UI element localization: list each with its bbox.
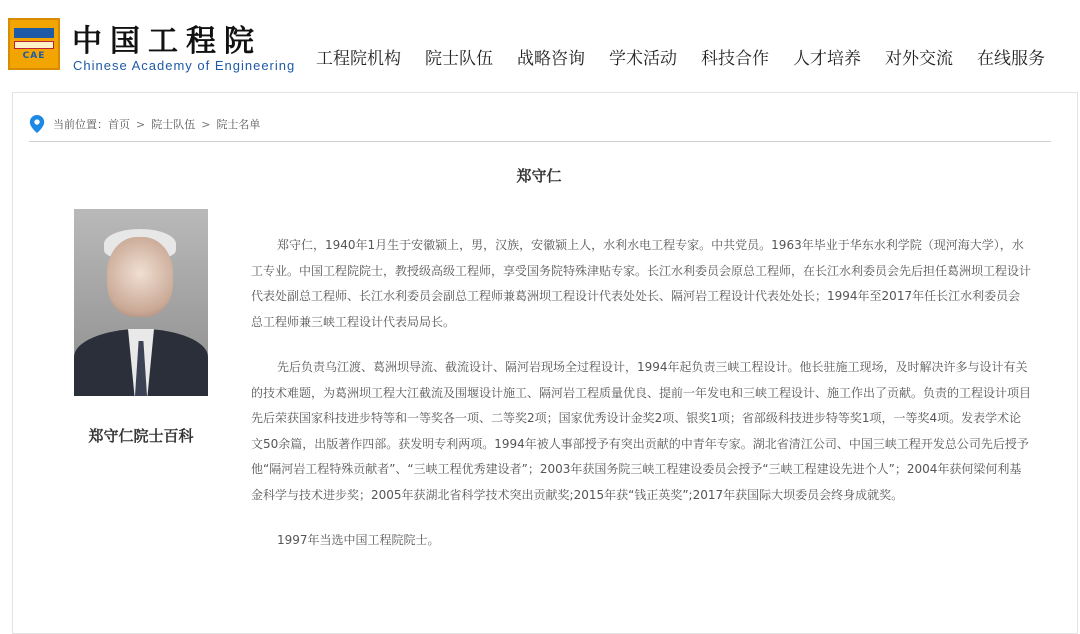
emblem-mid-band: [14, 41, 54, 49]
portrait-face: [107, 237, 173, 317]
emblem-text: CAE: [22, 50, 46, 61]
nav-item-online-services[interactable]: 在线服务: [977, 49, 1045, 69]
breadcrumb-divider: [29, 141, 1051, 142]
breadcrumb-academicians[interactable]: 院士队伍: [151, 118, 196, 131]
nav-item-international-exchange[interactable]: 对外交流: [885, 49, 953, 69]
encyclopedia-link[interactable]: 郑守仁院士百科: [88, 427, 194, 445]
nav-item-institutions[interactable]: 工程院机构: [316, 49, 401, 69]
breadcrumb-prefix: 当前位置：: [53, 118, 108, 131]
nav-item-strategic-consulting[interactable]: 战略咨询: [517, 49, 585, 69]
bio-paragraph: 1997年当选中国工程院院士。: [277, 533, 440, 547]
biography: [251, 233, 1031, 574]
breadcrumb-academician-list[interactable]: 院士名单: [216, 118, 261, 131]
nav-item-academic-activities[interactable]: 学术活动: [609, 49, 677, 69]
logo-english-title[interactable]: Chinese Academy of Engineering: [73, 58, 296, 73]
breadcrumb-separator: >: [201, 117, 211, 131]
emblem-top-band: [14, 28, 54, 38]
cae-emblem-logo[interactable]: [8, 18, 60, 70]
logo-chinese-title[interactable]: 中国工程院: [72, 24, 262, 59]
bio-paragraph: 先后负责乌江渡、葛洲坝导流、截流设计、隔河岩现场全过程设计，1994年起负责三峡工程设计。他长驻施工现场，及时解决许多与设计有关的技术难题，为葛洲坝工程大江截流及围堰设计施工、隔河岩工程质量优良、提前一年发电和三峡工程设计、施工作出了贡献。负责的工程设计项目先后荣获国家科技进步特等和一等奖各一项、二等奖2项；国家优秀设计金奖2项、银奖1项；省部级科技进步特等奖1项，一等奖4项。发表学术论文50余篇，出版著作四部。获发明专利两项。1994年被人事部授予有突出贡献的中青年专家。湖北省清江公司、中国三峡工程开发总公司先后授予他“隔河岩工程特殊贡献者”、“三峡工程优秀建设者”；2003年获国务院三峡工程建设委员会授予“三峡工程建设先进个人”；2004年获何梁何利基金科学与技术进步奖；2005年获湖北省科学技术突出贡献奖;2015年获“钱正英奖”;2017年获国际大坝委员会终身成就奖。: [251, 360, 1032, 502]
nav-item-sci-tech-cooperation[interactable]: 科技合作: [701, 49, 769, 69]
breadcrumb-home[interactable]: 首页: [108, 118, 130, 131]
breadcrumb-separator: >: [136, 117, 146, 131]
nav-item-talent-training[interactable]: 人才培养: [793, 49, 861, 69]
page-title: 郑守仁: [516, 167, 562, 185]
nav-item-academicians[interactable]: 院士队伍: [425, 49, 493, 69]
portrait-photo: [74, 209, 208, 396]
content-panel: [12, 92, 1078, 634]
breadcrumb: [29, 115, 260, 133]
location-pin-icon: [29, 115, 45, 133]
site-header: [0, 0, 1080, 92]
main-nav: [316, 44, 1045, 69]
bio-paragraph: 郑守仁，1940年1月生于安徽颍上，男，汉族，安徽颍上人，水利水电工程专家。中共党员。1963年毕业于华东水利学院（现河海大学），水工专业。中国工程院院士，教授级高级工程师，享受国务院特殊津贴专家。长江水利委员会原总工程师，在长江水利委员会先后担任葛洲坝工程设计代表处副总工程师、长江水利委员会副总工程师兼葛洲坝工程设计代表处处长、隔河岩工程设计代表处处长；1994年至2017年任长江水利委员会总工程师兼三峡工程设计代表局局长。: [251, 238, 1032, 329]
